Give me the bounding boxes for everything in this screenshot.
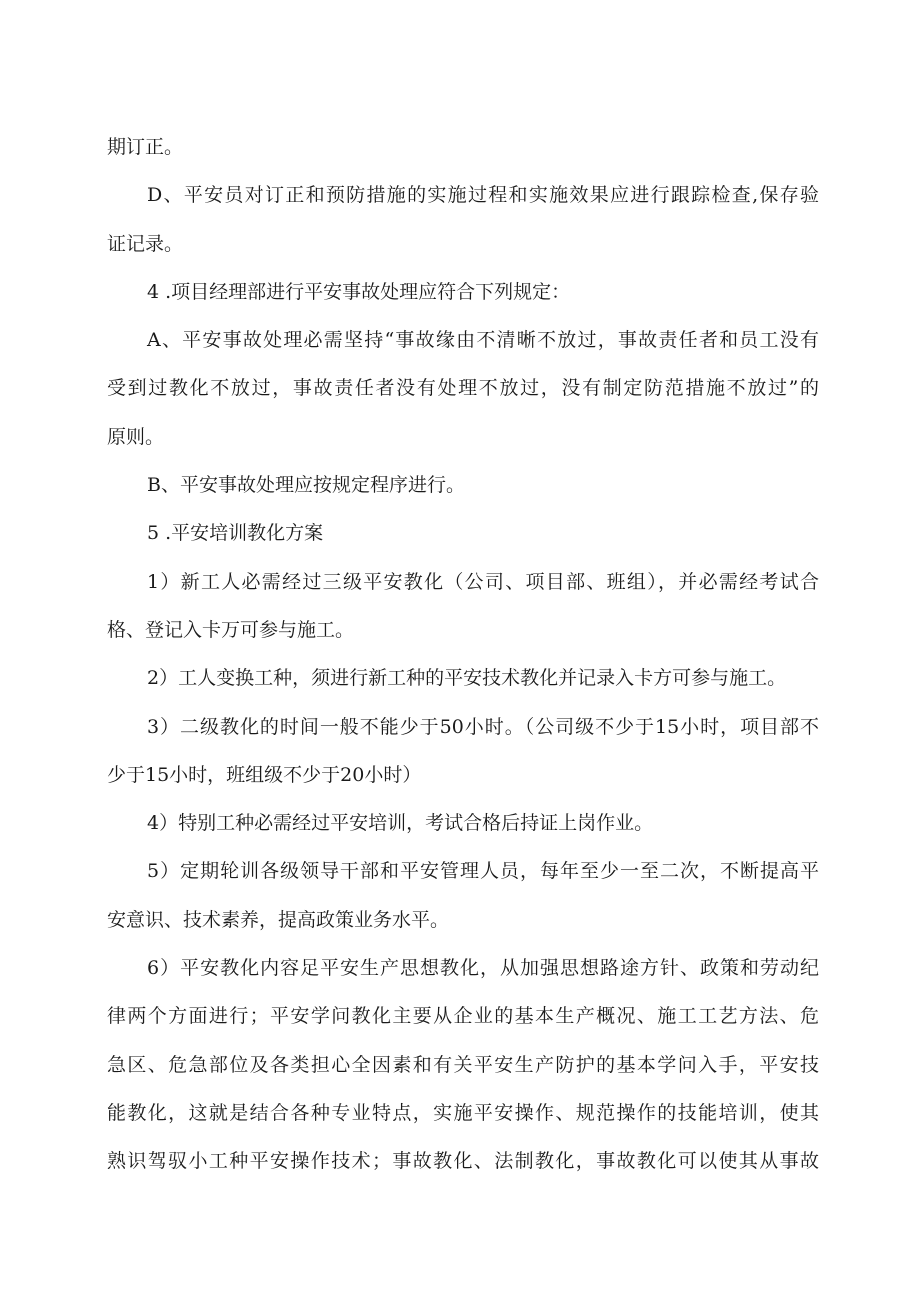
text-line: 4 .项目经理部进行平安事故处理应符合下列规定： [147, 280, 571, 303]
text-line: 原则。 [107, 425, 165, 448]
text-line: 急区、危急部位及各类担心全因素和有关平安生产防护的基本学问入手，平安技 [107, 1053, 819, 1076]
text-line: 4）特别工种必需经过平安培训，考试合格后持证上岗作业。 [147, 812, 654, 835]
text-line: 6）平安教化内容足平安生产思想教化，从加强思想路途方针、政策和劳动纪 [147, 957, 819, 980]
paragraph-item-2 [107, 654, 819, 702]
paragraph-item-4 [107, 799, 819, 847]
text-line: 受到过教化不放过，事故责任者没有处理不放过，没有制定防范措施不放过”的 [107, 377, 819, 400]
paragraph-item-5 [107, 847, 819, 944]
text-line: 能教化，这就是结合各种专业特点，实施平安操作、规范操作的技能培训，使其 [107, 1101, 819, 1124]
paragraph-section-4 [107, 268, 819, 316]
text-line: 格、登记入卡万可参与施工。 [107, 618, 355, 641]
paragraph-item-3 [107, 703, 819, 800]
text-line: 熟识驾驭小工种平安操作技术；事故教化、法制教化，事故教化可以使其从事故 [107, 1150, 819, 1173]
text-line: 1）新工人必需经过三级平安教化（公司、项目部、班组），并必需经考试合 [147, 570, 819, 593]
paragraph-item-b [107, 461, 819, 509]
text-line: 5）定期轮训各级领导干部和平安管理人员，每年至少一至二次，不断提高平 [147, 860, 819, 883]
text-line: A、平安事故处理必需坚持“事故缘由不清晰不放过，事故责任者和员工没有 [147, 329, 819, 352]
text-line: D、平安员对订正和预防措施的实施过程和实施效果应进行跟踪检查,保存验 [147, 184, 819, 207]
text-line: 2）工人变换工种，须进行新工种的平安技术教化并记录入卡方可参与施工。 [147, 667, 787, 690]
text-line: 律两个方面进行；平安学问教化主要从企业的基本生产概况、施工工艺方法、危 [107, 1005, 819, 1028]
paragraph-item-6 [107, 944, 819, 1185]
paragraph-item-a [107, 316, 819, 461]
document-body [107, 123, 819, 1186]
text-line: 5 .平安培训教化方案 [147, 522, 324, 545]
paragraph-item-1 [107, 558, 819, 655]
text-line: 少于15小时，班组级不少于20小时） [107, 763, 422, 786]
paragraph-item-d [107, 171, 819, 268]
text-line: 期订正。 [107, 136, 184, 158]
text-line: 3）二级教化的时间一般不能少于50小时。（公司级不少于15小时，项目部不 [147, 715, 819, 738]
text-line: 安意识、技术素养，提高政策业务水平。 [107, 908, 450, 931]
paragraph-section-5 [107, 509, 819, 557]
text-line: 证记录。 [107, 232, 184, 255]
paragraph-continuation [107, 123, 819, 171]
text-line: B、平安事故处理应按规定程序进行。 [147, 474, 465, 497]
